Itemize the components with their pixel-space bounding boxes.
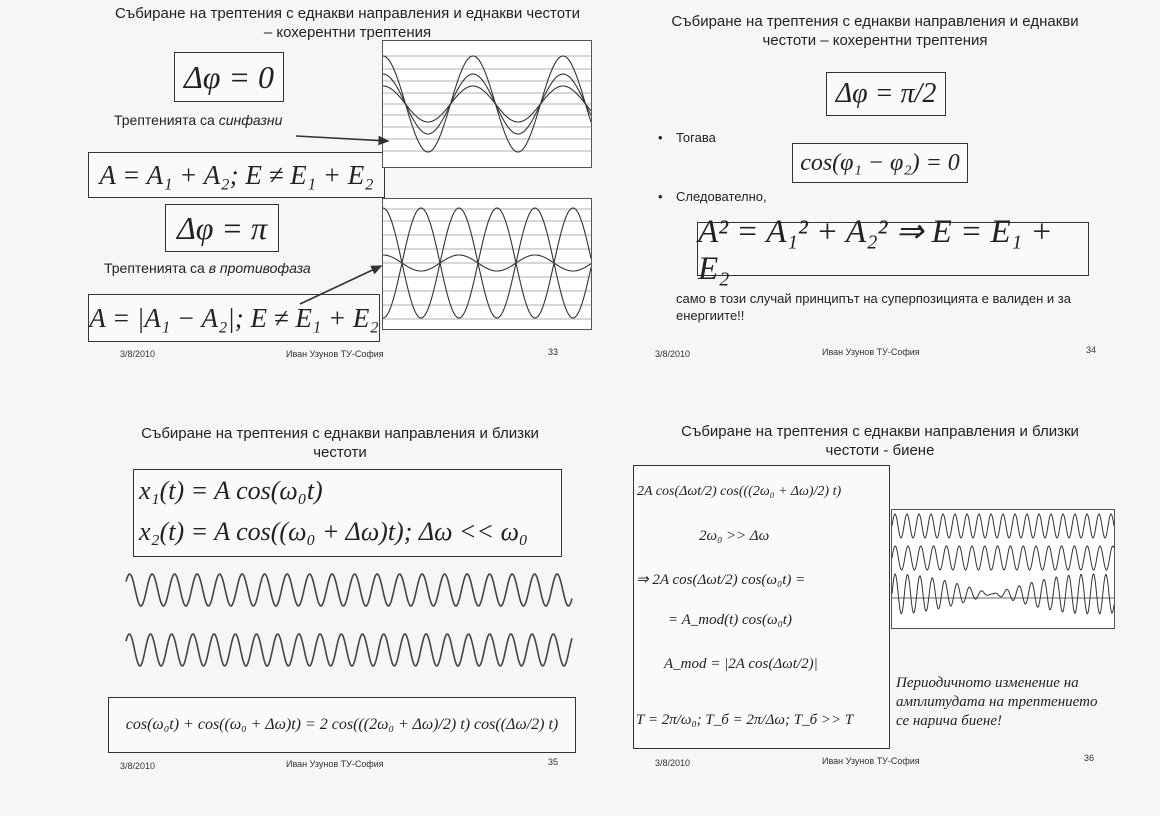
slide-35-date: 3/8/2010: [120, 761, 156, 771]
cos-zero-equation: cos(φ₁ − φ₂) = 0: [800, 149, 960, 176]
slide-36-title: Събиране на трептения с еднакви направления и близки честоти - биене: [681, 423, 1079, 459]
bullet-therefore: • Следователно,: [676, 189, 767, 204]
beats-equation-2: 2ω₀ >> Δω: [699, 528, 770, 544]
beats-equation-1: 2A cos(Δωt/2) cos(((2ω₀ + Δω)/2) t): [637, 484, 842, 499]
beats-equation-6: T = 2π/ω₀; T_б = 2π/Δω; T_б >> T: [636, 712, 854, 728]
amplitude-diff-equation: A = |A₁ − A₂|; E ≠ E₁ + E₂: [89, 302, 379, 333]
in-phase-label: Трептенията са синфазни: [114, 112, 283, 128]
amplitude-sum-equation: A = A₁ + A₂; E ≠ E₁ + E₂: [99, 159, 374, 190]
phase-pi-equation: Δφ = π: [176, 209, 268, 246]
slide-36-page-number: 36: [1084, 753, 1095, 763]
x1-equation: x₁(t) = A cos(ω₀t): [139, 476, 323, 505]
bullet-then: • Тогава: [676, 130, 716, 145]
slide-34-page-number: 34: [1086, 345, 1097, 355]
sum-identity-equation: cos(ω₀t) + cos((ω₀ + Δω)t) = 2 cos(((2ω₀ + Δω)/2) t) cos((Δω/2) t): [125, 716, 559, 733]
cos-zero-box: [792, 143, 968, 183]
slide-36-author: Иван Узунов ТУ-София: [822, 756, 920, 766]
slide-33-title: Събиране на трептения с еднакви направления и еднакви честоти – кохерентни трептения: [115, 5, 580, 41]
beats-equation-3: ⇒ 2A cos(Δωt/2) cos(ω₀t) =: [636, 572, 806, 588]
phase-half-pi-box: [826, 72, 946, 116]
antiphase-label: Трептенията са в противофаза: [104, 260, 311, 276]
beats-equation-5: A_mod = |2A cos(Δωt/2)|: [664, 656, 818, 672]
close-frequency-waves: [124, 562, 574, 682]
oscillations-box: [133, 469, 562, 557]
in-phase-arrow: [296, 136, 388, 141]
superposition-note: само в този случай принципът на суперпозицията е валиден и за енергиите!!: [676, 291, 1071, 323]
beats-wave-plot: [891, 509, 1115, 629]
slide-34-title: Събиране на трептения с еднакви направления и еднакви честоти – кохерентни трептения: [671, 13, 1079, 49]
slide-35-title: Събиране на трептения с еднакви направления и близки честоти: [141, 425, 539, 461]
beats-equation-4: = A_mod(t) cos(ω₀t): [668, 612, 792, 628]
phase-equation: Δφ = 0: [183, 58, 275, 95]
slide-33-page-number: 33: [548, 347, 559, 357]
pointer-arrows: [0, 0, 600, 340]
slide-35-page-number: 35: [548, 757, 559, 767]
slide-33-author: Иван Узунов ТУ-София: [286, 349, 384, 359]
energy-equation: A² = A₁² + A₂² ⇒ E = E₁ + E₂: [698, 213, 1053, 287]
sum-identity-box: [108, 697, 576, 753]
slide-33-date: 3/8/2010: [120, 349, 156, 359]
slide-36-date: 3/8/2010: [655, 758, 691, 768]
energy-equation-box: [697, 213, 1089, 287]
beats-note: Периодичното изменение на амплитудата на трептението се нарича биене!: [896, 675, 1098, 729]
slide-34-author: Иван Узунов ТУ-София: [822, 347, 920, 357]
antiphase-arrow: [300, 266, 381, 304]
slide-35-author: Иван Узунов ТУ-София: [286, 759, 384, 769]
phase-half-pi-equation: Δφ = π/2: [835, 78, 937, 109]
beats-derivation-box: [633, 465, 890, 749]
x2-equation: x₂(t) = A cos((ω₀ + Δω)t); Δω << ω₀: [139, 517, 528, 546]
slide-34-date: 3/8/2010: [655, 349, 691, 359]
